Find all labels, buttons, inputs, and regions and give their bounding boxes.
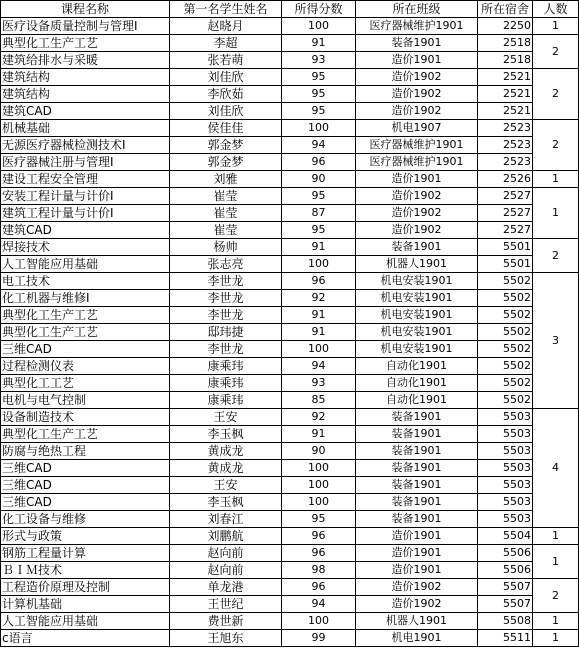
student-name-cell: 单龙港	[170, 579, 282, 596]
class-cell: 装备1901	[356, 460, 478, 477]
score-cell: 90	[282, 443, 356, 460]
student-name-cell: 黄成龙	[170, 443, 282, 460]
table-row	[1, 409, 579, 426]
table-row	[1, 188, 579, 205]
student-name-cell: 李欣茹	[170, 86, 282, 103]
student-name-cell: 邸玮捷	[170, 324, 282, 341]
score-cell: 90	[282, 171, 356, 188]
class-cell: 机电安装1901	[356, 324, 478, 341]
dorm-cell: 5503	[478, 494, 533, 511]
table-row	[1, 341, 579, 358]
student-name-cell: 杨帅	[170, 239, 282, 256]
count-cell: 1	[533, 545, 579, 579]
table-row	[1, 324, 579, 341]
class-cell: 机电安装1901	[356, 341, 478, 358]
dorm-cell: 5503	[478, 477, 533, 494]
course-cell: 医疗器械注册与管理Ⅰ	[1, 154, 170, 171]
table-row	[1, 273, 579, 290]
header-dorm: 所在宿舍	[478, 1, 533, 18]
dorm-cell: 5503	[478, 511, 533, 528]
course-cell: 建筑给排水与采暖	[1, 52, 170, 69]
header-count: 人数	[533, 1, 579, 18]
table-row	[1, 562, 579, 579]
class-cell: 医疗器械维护1901	[356, 18, 478, 35]
student-name-cell: 赵晓月	[170, 18, 282, 35]
student-name-cell: 康乘玮	[170, 375, 282, 392]
table-row	[1, 171, 579, 188]
table-row	[1, 52, 579, 69]
header-row	[1, 1, 579, 18]
table-row	[1, 307, 579, 324]
dorm-cell: 5502	[478, 392, 533, 409]
score-cell: 95	[282, 86, 356, 103]
table-row	[1, 596, 579, 613]
class-cell: 造价1901	[356, 171, 478, 188]
score-cell: 96	[282, 545, 356, 562]
course-cell: 工程造价原理及控制	[1, 579, 170, 596]
dorm-cell: 5507	[478, 596, 533, 613]
class-cell: 机电安装1901	[356, 290, 478, 307]
table-row	[1, 443, 579, 460]
table-row	[1, 103, 579, 120]
score-cell: 94	[282, 137, 356, 154]
student-name-cell: 李玉枫	[170, 426, 282, 443]
class-cell: 造价1902	[356, 188, 478, 205]
course-cell: 人工智能应用基础	[1, 256, 170, 273]
dorm-cell: 5503	[478, 409, 533, 426]
dorm-cell: 5502	[478, 273, 533, 290]
table-row	[1, 69, 579, 86]
score-cell: 99	[282, 630, 356, 647]
score-cell: 100	[282, 460, 356, 477]
table-row	[1, 222, 579, 239]
dorm-cell: 2521	[478, 103, 533, 120]
student-name-cell: 李世龙	[170, 341, 282, 358]
student-name-cell: 张志亮	[170, 256, 282, 273]
course-cell: 机械基础	[1, 120, 170, 137]
table-row	[1, 154, 579, 171]
course-cell: 防腐与绝热工程	[1, 443, 170, 460]
course-cell: 电工技术	[1, 273, 170, 290]
score-cell: 100	[282, 120, 356, 137]
class-cell: 机电1901	[356, 630, 478, 647]
dorm-cell: 5502	[478, 290, 533, 307]
class-cell: 机电1907	[356, 120, 478, 137]
class-cell: 装备1901	[356, 35, 478, 52]
count-cell: 1	[533, 18, 579, 35]
dorm-cell: 5504	[478, 528, 533, 545]
class-cell: 装备1901	[356, 239, 478, 256]
dorm-cell: 2523	[478, 137, 533, 154]
table-row	[1, 205, 579, 222]
count-cell: 2	[533, 120, 579, 171]
count-cell: 2	[533, 239, 579, 273]
score-cell: 94	[282, 596, 356, 613]
student-name-cell: 崔莹	[170, 205, 282, 222]
dorm-cell: 5502	[478, 358, 533, 375]
dorm-cell: 2518	[478, 52, 533, 69]
score-cell: 96	[282, 154, 356, 171]
course-cell: c语言	[1, 630, 170, 647]
student-name-cell: 赵向前	[170, 562, 282, 579]
student-name-cell: 张若萌	[170, 52, 282, 69]
table-row	[1, 613, 579, 630]
score-cell: 96	[282, 579, 356, 596]
score-cell: 95	[282, 103, 356, 120]
class-cell: 造价1902	[356, 69, 478, 86]
student-name-cell: 李超	[170, 35, 282, 52]
class-cell: 机器人1901	[356, 613, 478, 630]
class-cell: 造价1902	[356, 596, 478, 613]
student-name-cell: 王旭东	[170, 630, 282, 647]
course-cell: 三维CAD	[1, 341, 170, 358]
score-cell: 92	[282, 409, 356, 426]
header-student-name: 第一名学生姓名	[170, 1, 282, 18]
student-name-cell: 王安	[170, 477, 282, 494]
student-name-cell: 李世龙	[170, 290, 282, 307]
class-cell: 造价1902	[356, 579, 478, 596]
dorm-cell: 5502	[478, 341, 533, 358]
class-cell: 机电安装1901	[356, 273, 478, 290]
class-cell: 造价1901	[356, 545, 478, 562]
student-name-cell: 康乘玮	[170, 392, 282, 409]
score-cell: 92	[282, 290, 356, 307]
table-row	[1, 256, 579, 273]
score-cell: 100	[282, 341, 356, 358]
header-score: 所得分数	[282, 1, 356, 18]
score-cell: 98	[282, 562, 356, 579]
table-row	[1, 545, 579, 562]
class-cell: 机器人1901	[356, 256, 478, 273]
dorm-cell: 5506	[478, 545, 533, 562]
score-cell: 96	[282, 528, 356, 545]
class-cell: 造价1901	[356, 528, 478, 545]
score-cell: 100	[282, 477, 356, 494]
course-cell: 钢筋工程量计算	[1, 545, 170, 562]
course-cell: 典型化工生产工艺	[1, 307, 170, 324]
dorm-cell: 2521	[478, 69, 533, 86]
course-cell: 电机与电气控制	[1, 392, 170, 409]
course-cell: 典型化工工艺	[1, 375, 170, 392]
count-cell: 1	[533, 171, 579, 188]
class-cell: 装备1901	[356, 477, 478, 494]
score-cell: 87	[282, 205, 356, 222]
class-cell: 装备1901	[356, 511, 478, 528]
dorm-cell: 5508	[478, 613, 533, 630]
dorm-cell: 5503	[478, 426, 533, 443]
score-cell: 91	[282, 239, 356, 256]
score-cell: 91	[282, 426, 356, 443]
class-cell: 造价1902	[356, 205, 478, 222]
student-name-cell: 刘雅	[170, 171, 282, 188]
score-cell: 85	[282, 392, 356, 409]
student-name-cell: 赵向前	[170, 545, 282, 562]
dorm-cell: 5503	[478, 460, 533, 477]
student-name-cell: 费世新	[170, 613, 282, 630]
dorm-cell: 2521	[478, 86, 533, 103]
dorm-cell: 2518	[478, 35, 533, 52]
table-row	[1, 120, 579, 137]
table-row	[1, 392, 579, 409]
student-name-cell: 李世龙	[170, 307, 282, 324]
class-cell: 造价1901	[356, 52, 478, 69]
header-course: 课程名称	[1, 1, 170, 18]
class-cell: 造价1901	[356, 562, 478, 579]
table-row	[1, 239, 579, 256]
class-cell: 自动化1901	[356, 358, 478, 375]
student-name-cell: 黄成龙	[170, 460, 282, 477]
student-name-cell: 刘佳欣	[170, 103, 282, 120]
course-cell: 建筑结构	[1, 69, 170, 86]
course-cell: 无源医疗器械检测技术Ⅰ	[1, 137, 170, 154]
course-cell: 建筑结构	[1, 86, 170, 103]
course-cell: 形式与政策	[1, 528, 170, 545]
course-cell: 典型化工生产工艺	[1, 426, 170, 443]
dorm-cell: 5511	[478, 630, 533, 647]
count-cell: 2	[533, 69, 579, 120]
table-row	[1, 290, 579, 307]
dorm-cell: 2527	[478, 222, 533, 239]
course-cell: 化工机器与维修Ⅰ	[1, 290, 170, 307]
student-name-cell: 侯佳佳	[170, 120, 282, 137]
table-row	[1, 18, 579, 35]
course-cell: 典型化工生产工艺	[1, 324, 170, 341]
count-cell: 2	[533, 579, 579, 613]
class-cell: 机电安装1901	[356, 307, 478, 324]
table-row	[1, 494, 579, 511]
score-cell: 100	[282, 18, 356, 35]
dorm-cell: 2527	[478, 205, 533, 222]
count-cell: 4	[533, 409, 579, 528]
dorm-cell: 2523	[478, 154, 533, 171]
course-cell: 三维CAD	[1, 477, 170, 494]
course-cell: 三维CAD	[1, 494, 170, 511]
table-row	[1, 426, 579, 443]
class-cell: 造价1902	[356, 222, 478, 239]
student-name-cell: 刘春江	[170, 511, 282, 528]
student-name-cell: 崔莹	[170, 188, 282, 205]
dorm-cell: 2523	[478, 120, 533, 137]
course-cell: 安装工程计量与计价Ⅰ	[1, 188, 170, 205]
score-cell: 100	[282, 256, 356, 273]
dorm-cell: 2250	[478, 18, 533, 35]
table-row	[1, 460, 579, 477]
dorm-cell: 2527	[478, 188, 533, 205]
count-cell: 3	[533, 273, 579, 409]
score-cell: 91	[282, 324, 356, 341]
course-cell: 人工智能应用基础	[1, 613, 170, 630]
course-cell: 过程检测仪表	[1, 358, 170, 375]
student-name-cell: 王安	[170, 409, 282, 426]
table-row	[1, 579, 579, 596]
score-cell: 100	[282, 613, 356, 630]
count-cell: 1	[533, 188, 579, 239]
student-name-cell: 刘鹏航	[170, 528, 282, 545]
score-cell: 93	[282, 375, 356, 392]
score-cell: 93	[282, 52, 356, 69]
course-cell: 计算机基础	[1, 596, 170, 613]
course-cell: 建筑CAD	[1, 222, 170, 239]
score-cell: 91	[282, 35, 356, 52]
dorm-cell: 5502	[478, 324, 533, 341]
count-cell: 1	[533, 630, 579, 647]
table-row	[1, 137, 579, 154]
student-name-cell: 王世纪	[170, 596, 282, 613]
student-name-cell: 李世龙	[170, 273, 282, 290]
class-cell: 造价1902	[356, 103, 478, 120]
class-cell: 装备1901	[356, 443, 478, 460]
score-cell: 95	[282, 188, 356, 205]
dorm-cell: 5502	[478, 307, 533, 324]
dorm-cell: 5503	[478, 443, 533, 460]
dorm-cell: 5506	[478, 562, 533, 579]
course-cell: 建筑工程计量与计价Ⅰ	[1, 205, 170, 222]
score-cell: 95	[282, 69, 356, 86]
table-row	[1, 511, 579, 528]
table-row	[1, 86, 579, 103]
score-cell: 95	[282, 222, 356, 239]
table-row	[1, 375, 579, 392]
score-cell: 96	[282, 273, 356, 290]
course-cell: 设备制造技术	[1, 409, 170, 426]
course-cell: 焊接技术	[1, 239, 170, 256]
count-cell: 1	[533, 613, 579, 630]
class-cell: 医疗器械维护1901	[356, 154, 478, 171]
score-cell: 95	[282, 511, 356, 528]
course-cell: 化工设备与维修	[1, 511, 170, 528]
dorm-cell: 5502	[478, 375, 533, 392]
course-cell: 三维CAD	[1, 460, 170, 477]
class-cell: 装备1901	[356, 426, 478, 443]
score-cell: 91	[282, 307, 356, 324]
table-row	[1, 528, 579, 545]
course-cell: 建设工程安全管理	[1, 171, 170, 188]
table-row	[1, 35, 579, 52]
student-name-cell: 康乘玮	[170, 358, 282, 375]
course-cell: 典型化工生产工艺	[1, 35, 170, 52]
course-cell: 医疗设备质量控制与管理Ⅰ	[1, 18, 170, 35]
student-name-cell: 刘佳欣	[170, 69, 282, 86]
class-cell: 装备1901	[356, 409, 478, 426]
class-cell: 装备1901	[356, 494, 478, 511]
table-row	[1, 630, 579, 647]
student-name-cell: 郭金梦	[170, 154, 282, 171]
course-cell: 建筑CAD	[1, 103, 170, 120]
class-cell: 医疗器械维护1901	[356, 137, 478, 154]
course-cell: ＢＩＭ技术	[1, 562, 170, 579]
count-cell: 1	[533, 528, 579, 545]
dorm-cell: 5507	[478, 579, 533, 596]
dorm-cell: 5501	[478, 256, 533, 273]
dorm-cell: 2526	[478, 171, 533, 188]
class-cell: 自动化1901	[356, 375, 478, 392]
table-row	[1, 358, 579, 375]
student-name-cell: 李玉枫	[170, 494, 282, 511]
count-cell: 2	[533, 35, 579, 69]
class-cell: 自动化1901	[356, 392, 478, 409]
table-body	[1, 18, 579, 647]
table-row	[1, 477, 579, 494]
student-name-cell: 郭金梦	[170, 137, 282, 154]
header-class: 所在班级	[356, 1, 478, 18]
student-name-cell: 崔莹	[170, 222, 282, 239]
score-cell: 94	[282, 358, 356, 375]
dorm-cell: 5501	[478, 239, 533, 256]
score-cell: 100	[282, 494, 356, 511]
class-cell: 造价1902	[356, 86, 478, 103]
